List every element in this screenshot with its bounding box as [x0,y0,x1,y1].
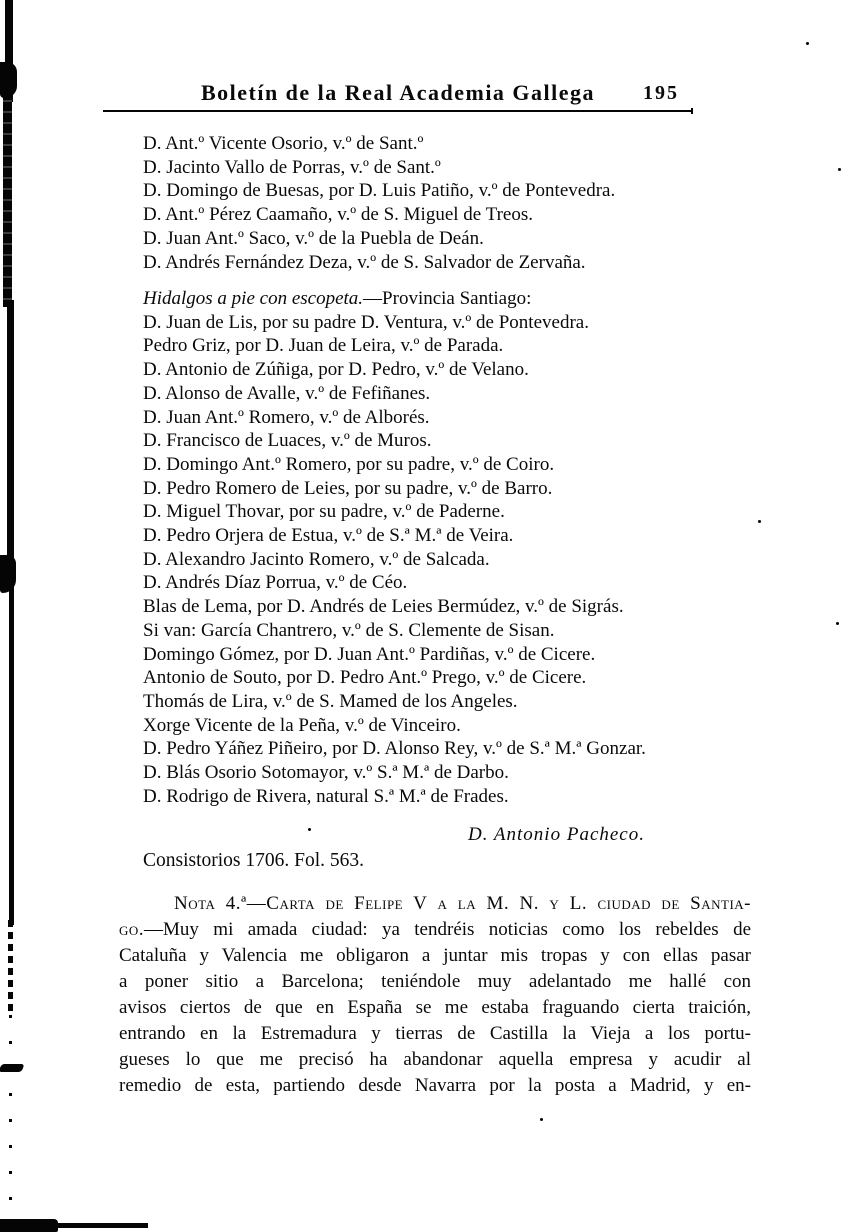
page-header [103,78,693,112]
nota-line: a poner sitio a Barcelona; teniéndole muy adelantado me hallé con [119,971,751,992]
nota-line: entrando en la Estremadura y tierras de Castilla la Vieja a los portu- [119,1023,751,1044]
section-heading-italic: Hidalgos a pie con escopeta. [143,288,364,309]
scan-speck [806,42,809,45]
nota-lines [119,943,751,1099]
journal-title: Boletín de la Real Academia Gallega [200,80,596,105]
roster-entry: D. Pedro Romero de Leies, por su padre, v.º de Barro. [143,477,553,499]
signature: D. Antonio Pacheco. [468,824,645,845]
roster-entry: Pedro Griz, por D. Juan de Leira, v.º de Parada. [143,335,504,357]
binding-artifact [9,585,14,925]
binding-artifact [0,555,16,593]
binding-artifact [0,62,17,98]
scan-mark [0,1219,58,1232]
roster-entry: D. Miguel Thovar, por su padre, v.º de Paderne. [143,501,505,523]
roster-entry: D. Ant.º Vicente Osorio, v.º de Sant.º [143,133,424,154]
roster-entry: Si van: García Chantrero, v.º de S. Clemente de Sisan. [143,619,555,641]
roster-entry: D. Andrés Díaz Porrua, v.º de Céo. [143,572,408,594]
roster-entry: D. Juan de Lis, por su padre D. Ventura, v.º de Pontevedra. [143,311,589,333]
nota-line: gueses lo que me precisó ha abandonar aquella empresa y acudir al [119,1049,751,1070]
roster-entry: D. Antonio de Zúñiga, por D. Pedro, v.º de Velano. [143,359,529,381]
roster-entry: D. Jacinto Vallo de Porras, v.º de Sant.º [143,156,441,178]
nota-line: Cataluña y Valencia me obligaron a juntar mis tropas y con ellas pasar [119,945,751,966]
roster-list-2 [143,311,753,809]
scan-speck [758,520,761,523]
nota-line: avisos ciertos de que en España se me estaba fraguando cierta traición, [119,997,751,1018]
roster-entry: D. Pedro Yáñez Piñeiro, por D. Alonso Rey, v.º de S.ª M.ª Gonzar. [143,738,646,760]
roster-entry: D. Ant.º Pérez Caamaño, v.º de S. Miguel de Treos. [143,204,533,226]
scan-mark [0,1064,24,1072]
binding-artifact [8,920,13,1015]
nota-heading-line: Nota 4.ª—Carta de Felipe V a la M. N. y L. ciudad de Santia- [174,893,751,914]
nota-line2-rest: —Muy mi amada ciudad: ya tendréis noticias como los rebeldes de [144,919,751,940]
binding-artifact [7,300,14,568]
roster-entry: D. Juan Ant.º Romero, v.º de Alborés. [143,406,430,428]
roster-entry: D. Blás Osorio Sotomayor, v.º S.ª M.ª de Darbo. [143,762,509,784]
roster-entry: D. Rodrigo de Rivera, natural S.ª M.ª de Frades. [143,785,509,807]
scan-speck [836,622,839,625]
roster-entry: D. Andrés Fernández Deza, v.º de S. Salvador de Zervaña. [143,251,586,273]
roster-entry: D. Francisco de Luaces, v.º de Muros. [143,430,432,452]
roster-entry: D. Pedro Orjera de Estua, v.º de S.ª M.ª de Veira. [143,525,514,547]
section-heading-rest: —Provincia Santiago: [363,288,532,309]
roster-entry: D. Juan Ant.º Saco, v.º de la Puebla de Deán. [143,227,484,249]
nota-line [119,917,751,943]
roster-entry: Thomás de Lira, v.º de S. Mamed de los Angeles. [143,690,518,712]
nota-paragraph [119,891,751,1099]
binding-artifact [9,1015,12,1205]
roster-entry: Antonio de Souto, por D. Pedro Ant.º Prego, v.º de Cicere. [143,667,587,689]
roster-list-1 [143,132,753,274]
page-number: 195 [643,82,679,104]
roster-entry: Blas de Lema, por D. Andrés de Leies Bermúdez, v.º de Sigrás. [143,596,624,618]
binding-artifact [3,95,12,307]
nota-line: remedio de esta, partiendo desde Navarra por la posta a Madrid, y en- [119,1075,751,1096]
section-heading [143,287,753,311]
nota-line2-smallcaps: go. [119,919,145,940]
roster-entry: D. Alexandro Jacinto Romero, v.º de Salcada. [143,548,490,570]
scan-speck [540,1118,543,1121]
roster-entry: Xorge Vicente de la Peña, v.º de Vinceiro. [143,714,461,736]
roster-entry: D. Domingo de Buesas, por D. Luis Patiño, v.º de Pontevedra. [143,180,616,202]
scan-speck [838,168,841,171]
source-reference: Consistorios 1706. Fol. 563. [143,850,365,871]
roster-entry: D. Domingo Ant.º Romero, por su padre, v.º de Coiro. [143,453,555,475]
roster-entry: Domingo Gómez, por D. Juan Ant.º Pardiñas, v.º de Cicere. [143,643,596,665]
section-escopeta [143,287,753,808]
roster-entry: D. Alonso de Avalle, v.º de Fefiñanes. [143,382,431,404]
